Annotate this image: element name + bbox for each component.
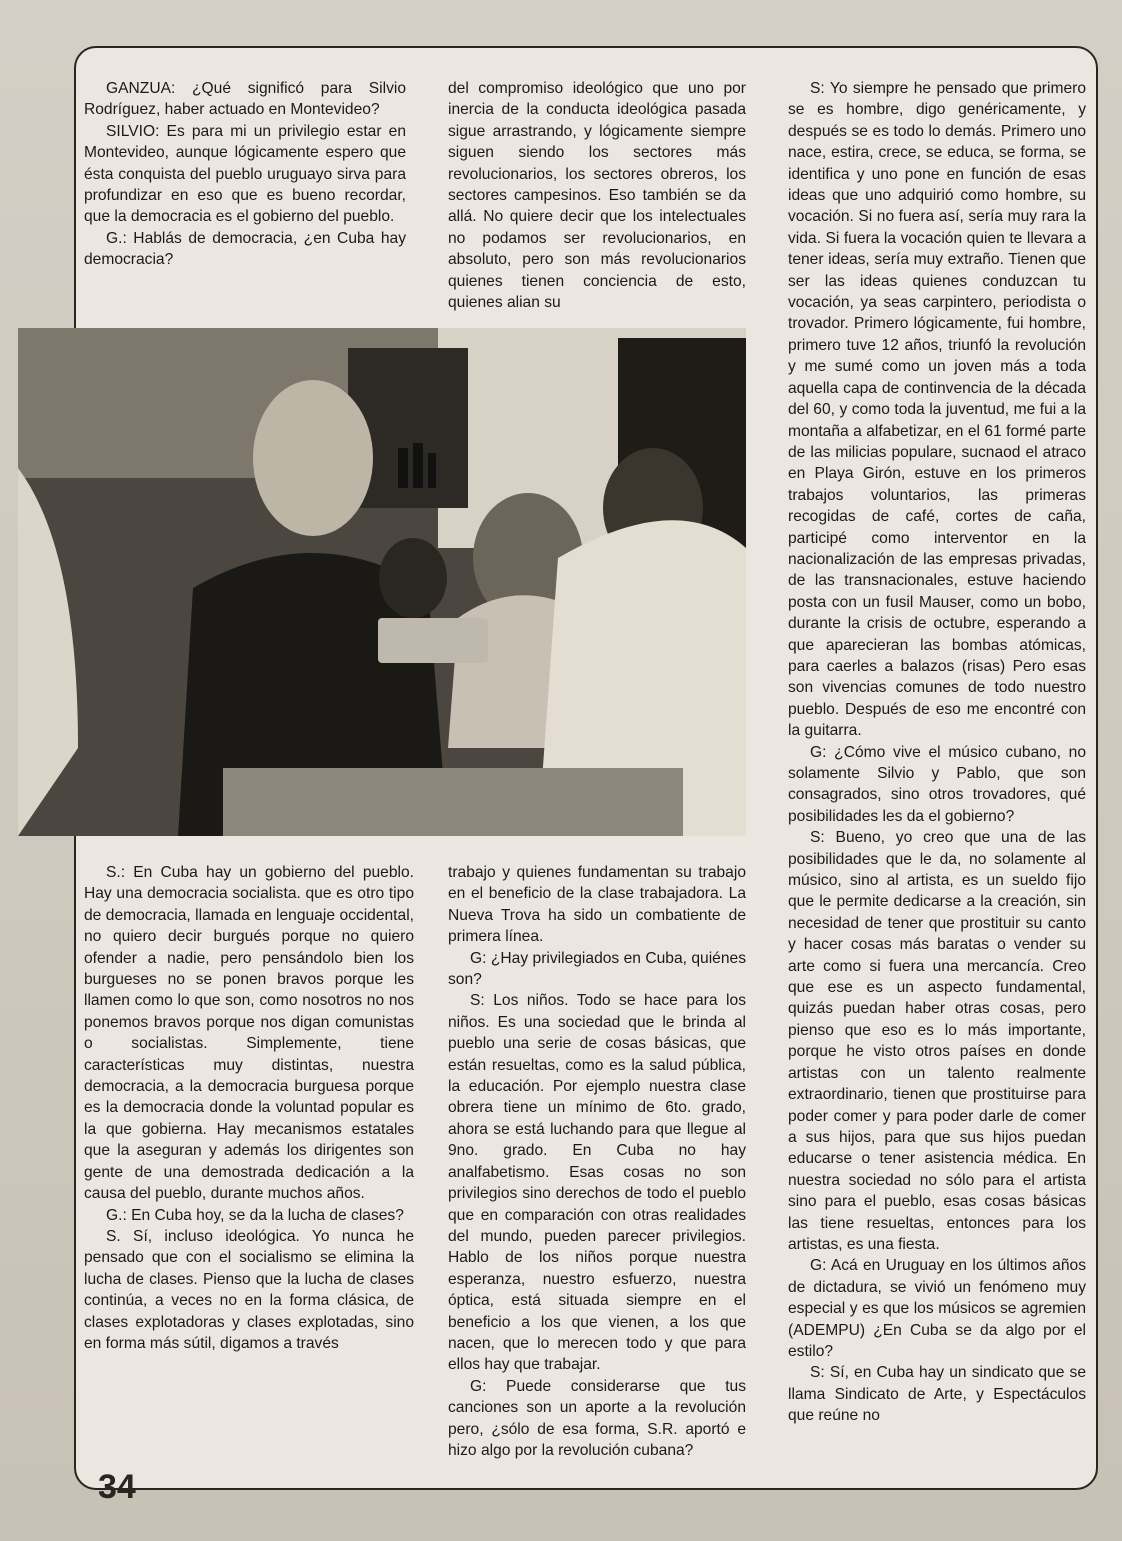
page-number: 34 bbox=[98, 1468, 136, 1506]
paragraph: G: Acá en Uruguay en los últimos años de dictadura, se vivió un fenómeno muy especial y es que los músicos se agremien (ADEMPU) ¿En Cuba se da algo por el estilo? bbox=[788, 1257, 1086, 1360]
paragraph: G: ¿Cómo vive el músico cubano, no solamente Silvio y Pablo, que son consagrados, sino otros trovadores, qué posibilidades les da el gobierno? bbox=[788, 743, 1086, 825]
paragraph: del compromiso ideológico que uno por inercia de la conducta ideológica pasada sigue arrastrando, y lógicamente siempre siguen siendo los sectores más revolucionarios, los sectores obreros, los sectores campesinos. Eso también se da allá. No quiere decir que los intelectuales no podamos ser revolucionarios, en absoluto, pero son más revolucionarios quienes tienen conciencia de esto, quienes alian su bbox=[448, 80, 746, 312]
photo-illustration bbox=[18, 328, 746, 836]
paragraph: S.: En Cuba hay un gobierno del pueblo. Hay una democracia socialista. que es otro tipo de democracia, llamada en lenguaje occidental, no quiero decir burgués porque no quiero ofender a nadie, pero pensándolo bien los burgueses no se ponen bravos porque les llamen como lo que son, como nosotros no nos ponemos bravos porque nos digan comunistas o socialistas. Simplemente, tiene características muy distintas, nuestra democracia, a la democracia burguesa porque es la democracia donde la voluntad popular es la que gobierna. Hay mecanismos estatales que la aseguran y además los dirigentes son gente de una demostrada dedicación a la causa del pueblo, durante muchos años. bbox=[84, 864, 414, 1203]
paragraph: GANZUA: ¿Qué significó para Silvio Rodríguez, haber actuado en Montevideo? bbox=[84, 80, 406, 119]
paragraph: G: Puede considerarse que tus canciones son un aporte a la revolución pero, ¿sólo de esa forma, S.R. aportó e hizo algo por la revolución cubana? bbox=[448, 1377, 746, 1459]
column-1 bbox=[84, 78, 406, 271]
column-3 bbox=[788, 78, 1086, 1427]
paragraph: S. Sí, incluso ideológica. Yo nunca he pensado que con el socialismo se elimina la lucha de clases. Pienso que la lucha de clases continúa, a veces no en la forma clásica, de clases explotadoras y clases explotadas, sino en forma más sútil, digamos a través bbox=[84, 1227, 414, 1352]
paragraph: S: Sí, en Cuba hay un sindicato que se llama Sindicato de Arte, y Espectáculos que reúne no bbox=[788, 1364, 1086, 1425]
paragraph: S: Yo siempre he pensado que primero se es hombre, digo genéricamente, y después se es todo lo demás. Primero uno nace, estira, crece, se educa, se forma, se identifica y uno pone en función de esas ideas que uno adquirió como hombre, su vocación. Si no fuera así, sería muy rara la vida. Si fuera la vocación quien te llevara a tener ideas, sería muy extraño. Tienen que ser las ideas quienes conduzcan tu vocación, ya seas carpintero, periodista o trovador. Primero lógicamente, fui hombre, primero tuve 12 años, triunfó la revolución y me sumé como un joven más a toda aquella capa de continvencia de la década del 60, y como toda la juventud, me fui a la montaña a alfabetizar, en el 61 formé parte de las milicias populare, sucnaod el atraco en Playa Girón, estuve en los primeros trabajos voluntarios, las primeras recogidas de café, cortes de caña, participé como interventor en la nacionalización de las empresas privadas, de las transnacionales, estuve haciendo posta con un fusil Mauser, como un bobo, durante la crisis de octubre, esperando a que aparecieran las bombas atómicas, para caerles a balazos (risas) Pero esas son vivencias comunes de todo nuestro pueblo. Después de eso me encontré con la guitarra. bbox=[788, 80, 1086, 740]
paragraph: trabajo y quienes fundamentan su trabajo en el beneficio de la clase trabajadora. La Nueva Trova ha sido un combatiente de primera línea. bbox=[448, 864, 746, 946]
paragraph: G: ¿Hay privilegiados en Cuba, quiénes son? bbox=[448, 949, 746, 989]
paragraph: G.: En Cuba hoy, se da la lucha de clases? bbox=[106, 1206, 404, 1224]
paragraph: G.: Hablás de democracia, ¿en Cuba hay democracia? bbox=[84, 229, 406, 269]
interview-photo bbox=[18, 328, 746, 836]
paragraph: SILVIO: Es para mi un privilegio estar en Montevideo, aunque lógicamente espero que ésta conquista del pueblo uruguayo sirva para profundizar en eso que es bueno recordar, que la democracia es el gobierno del pueblo. bbox=[84, 122, 406, 226]
column-5 bbox=[448, 862, 746, 1461]
column-4 bbox=[84, 862, 414, 1354]
column-2 bbox=[448, 78, 746, 313]
paragraph: S: Los niños. Todo se hace para los niños. Es una sociedad que le brinda al pueblo una serie de cosas básicas, que están resueltas, como es la salud pública, la educación. Por ejemplo nuestra clase obrera tiene un mínimo de 6to. grado, ahora se está luchando para que llegue al 9no. grado. En Cuba no hay analfabetismo. Esas cosas no son privilegios sino derechos de todo el pueblo que en comparación con otras realidades del mundo, pueden parecer privilegios. Hablo de los niños porque nuestra esperanza, nuestro esfuerzo, nuestra óptica, está situada siempre en el beneficio a los que vienen, a los que nacen, que lo merecen todo y que para ellos hay que trabajar. bbox=[448, 992, 746, 1374]
paragraph: S: Bueno, yo creo que una de las posibilidades que le da, no solamente al músico, sino al artista, es un sueldo fijo que le permite dedicarse a la creación, sin necesidad de tener que prostituir su canto y hacer cosas más baratas o vender su arte como si fuera una mercancía. Creo que ese es un aspecto fundamental, quizás puedan haber otras cosas, pero pienso que eso es lo más importante, porque he visto otros países en donde artistas con un talento realmente extraordinario, tienen que prostituirse para poder comer y para poder darle de comer a sus hijos, para que sus hijos puedan educarse o tener asistencia médica. En nuestra sociedad no sólo para el artista sino para el pueblo, esas cosas básicas las tiene resueltas, entonces para los artistas, es una fiesta. bbox=[788, 829, 1086, 1253]
